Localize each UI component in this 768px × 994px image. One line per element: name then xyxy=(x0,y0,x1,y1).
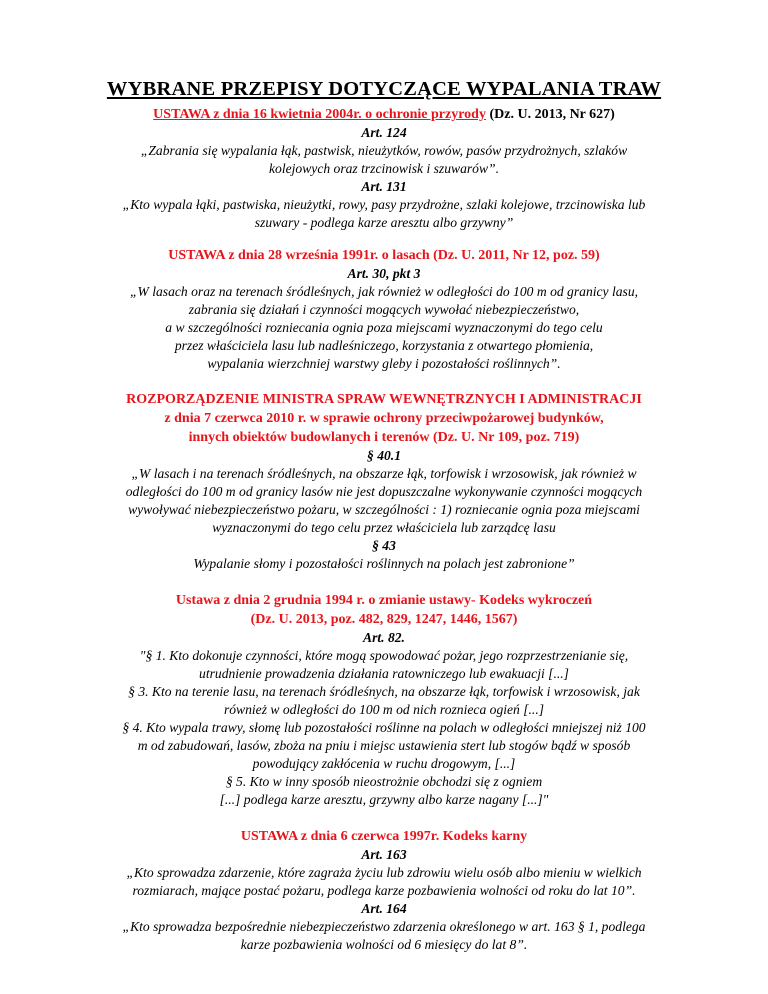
document-title: WYBRANE PRZEPISY DOTYCZĄCE WYPALANIA TRAW xyxy=(106,78,662,100)
article-text-line: „Kto sprowadza zdarzenie, które zagraża życiu lub zdrowiu wielu osób albo mieniu w wielkich xyxy=(126,865,642,880)
article-text-line: rozmiarach, mające postać pożaru, podlega karze pozbawienia wolności od roku do lat 10”. xyxy=(132,883,636,898)
article-text-line: a w szczególności rozniecania ognia poza miejscami wyznaczonymi do tego celu xyxy=(165,320,603,335)
article-text-line: § 4. Kto wypala trawy, słomę lub pozostałości roślinne na polach w odległości mniejszej niż 100 xyxy=(122,720,646,735)
article-text-line: § 5. Kto w inny sposób nieostrożnie obchodzi się z ogniem xyxy=(225,774,543,789)
article-text-line: kolejowych oraz trzcinowisk i szuwarów”. xyxy=(269,161,499,176)
article-text-line: wypalania wierzchniej warstwy gleby i pozostałości roślinnych”. xyxy=(207,356,561,371)
article-text-line: utrudnienie prowadzenia działania ratowniczego lub ewakuacji [...] xyxy=(199,666,569,681)
section-heading: USTAWA z dnia 6 czerwca 1997r. Kodeks karny xyxy=(240,829,528,844)
article-text-line: zabrania się działań i czynności mogących wywołać niebezpieczeństwo, xyxy=(188,302,580,317)
article-text-line: „Kto sprowadza bezpośrednie niebezpieczeństwo zdarzenia określonego w art. 163 § 1, podlega xyxy=(122,919,646,934)
section-heading-line: Ustawa z dnia 2 grudnia 1994 r. o zmianie ustawy- Kodeks wykroczeń xyxy=(175,593,593,608)
article-text-line: przez właściciela lasu lub nadleśniczego, korzystania z otwartego płomienia, xyxy=(174,338,594,353)
section-ochrona-przyrody xyxy=(70,105,698,232)
article-text-line: „Zabrania się wypalania łąk, pastwisk, nieużytków, rowów, pasów przydrożnych, szlaków xyxy=(140,143,628,158)
article-text-line: karze pozbawienia wolności od 6 miesięcy do lat 8”. xyxy=(240,937,528,952)
section-heading xyxy=(70,105,698,124)
article-number: Art. 124 xyxy=(361,125,407,140)
article-number: § 43 xyxy=(372,538,396,553)
article-text-line: Wypalanie słomy i pozostałości roślinnych na polach jest zabronione” xyxy=(193,556,575,571)
article-text-line: szuwary - podlega karze aresztu albo grzywny” xyxy=(254,215,514,230)
article-text-line: „W lasach oraz na terenach śródleśnych, jak również w odległości do 100 m od granicy lasu, xyxy=(129,284,639,299)
article-text-line: „W lasach i na terenach śródleśnych, na obszarze łąk, torfowisk i wrzosowisk, jak również w xyxy=(131,466,637,481)
article-text-line: § 3. Kto na terenie lasu, na terenach śródleśnych, na obszarze łąk, torfowisk i wrzosowisk, jak xyxy=(128,684,640,699)
section-heading-line: (Dz. U. 2013, poz. 482, 829, 1247, 1446, 1567) xyxy=(250,612,518,627)
article-text-line: powodujący zakłócenia w ruchu drogowym, [...] xyxy=(252,756,516,771)
section-o-lasach xyxy=(70,246,698,373)
article-number: Art. 82. xyxy=(363,630,405,645)
section-kodeks-wykroczen xyxy=(70,591,698,809)
section-heading-line: innych obiektów budowlanych i terenów (Dz. U. Nr 109, poz. 719) xyxy=(188,430,580,445)
article-text-line: również w odległości do 100 m od nich roznieca ogień [...] xyxy=(223,702,545,717)
section-heading: USTAWA z dnia 28 września 1991r. o lasach (Dz. U. 2011, Nr 12, poz. 59) xyxy=(168,248,600,263)
article-number: Art. 30, pkt 3 xyxy=(347,266,421,281)
article-number: § 40.1 xyxy=(367,448,401,463)
article-number: Art. 131 xyxy=(361,179,407,194)
article-number: Art. 164 xyxy=(361,901,407,916)
section-rozporzadzenie xyxy=(70,390,698,573)
article-text-line: „Kto wypala łąki, pastwiska, nieużytki, rowy, pasy przydrożne, szlaki kolejowe, trzcinowiska lub xyxy=(122,197,646,212)
article-text-line: wywoływać niebezpieczeństwo pożaru, w szczególności : 1) rozniecanie ognia poza miejscami xyxy=(128,502,640,517)
section-heading-line: ROZPORZĄDZENIE MINISTRA SPRAW WEWNĘTRZNYCH I ADMINISTRACJI xyxy=(126,392,642,407)
section-kodeks-karny xyxy=(70,827,698,954)
article-number: Art. 163 xyxy=(361,847,407,862)
article-text-line: odległości do 100 m od granicy lasów nie jest dopuszczalne wykonywanie czynności mogących xyxy=(125,484,643,499)
section-heading-red: USTAWA z dnia 16 kwietnia 2004r. o ochronie przyrody xyxy=(153,107,486,122)
article-text-line: [...] podlega karze aresztu, grzywny albo karze nagany [...]" xyxy=(219,792,549,807)
article-text-line: wyznaczonymi do tego celu przez właściciela lub zarządcę lasu xyxy=(212,520,556,535)
article-text-line: "§ 1. Kto dokonuje czynności, które mogą spowodować pożar, jego rozprzestrzenianie się, xyxy=(139,648,629,663)
section-heading-line: z dnia 7 czerwca 2010 r. w sprawie ochrony przeciwpożarowej budynków, xyxy=(164,411,604,426)
section-heading-black: (Dz. U. 2013, Nr 627) xyxy=(485,107,615,122)
article-text-line: m od zabudowań, lasów, zboża na pniu i miejsc ustawienia stert lub stogów bądź w sposób xyxy=(137,738,631,753)
